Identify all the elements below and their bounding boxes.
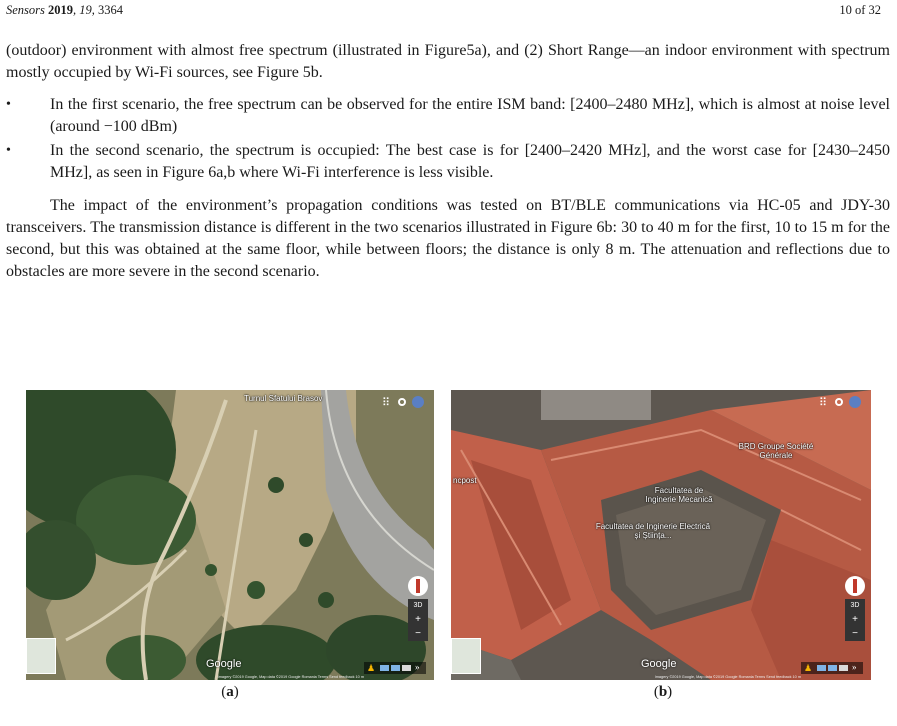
apps-grid-icon[interactable]: ⠿ bbox=[819, 397, 828, 409]
location-icon[interactable] bbox=[835, 398, 843, 406]
expand-icon[interactable]: » bbox=[415, 662, 420, 672]
journal-citation: Sensors 2019, 19, 3364 bbox=[6, 3, 124, 17]
map-attribution: Imagery ©2019 Google, Map data ©2019 Google Romania Terms Send feedback 10 m bbox=[654, 675, 801, 679]
google-logo: Google bbox=[641, 658, 677, 670]
map-place-label: Turnul Sfatului Brasov bbox=[244, 394, 323, 403]
map-thumbnail[interactable] bbox=[26, 638, 56, 674]
figure-caption-b: (b) bbox=[653, 684, 673, 700]
map-top-controls bbox=[819, 396, 863, 410]
figure-panel-b-satellite-image bbox=[451, 390, 871, 680]
map-zoom-controls bbox=[408, 576, 428, 656]
google-logo: Google bbox=[206, 658, 242, 670]
page-number: 10 of 32 bbox=[839, 3, 881, 17]
layer-bar[interactable] bbox=[364, 662, 426, 674]
tilt-3d-button[interactable]: 3D bbox=[408, 599, 428, 613]
pegman-mini-icon[interactable]: ♟ bbox=[367, 663, 376, 673]
map-attribution: Imagery ©2019 Google, Map data ©2019 Google Romania Terms Send feedback 10 m bbox=[217, 675, 364, 679]
layer-bar[interactable] bbox=[801, 662, 863, 674]
pegman-mini-icon[interactable]: ♟ bbox=[804, 663, 813, 673]
bullet-icon: • bbox=[6, 143, 11, 158]
zoom-in-button[interactable]: + bbox=[408, 613, 428, 627]
compass-icon[interactable] bbox=[408, 576, 428, 596]
zoom-in-button[interactable]: + bbox=[845, 613, 865, 627]
location-icon[interactable] bbox=[398, 398, 406, 406]
paragraph-1: (outdoor) environment with almost free spectrum (illustrated in Figure5a), and (2) Short Range—an indoor environment with spectrum mostly occupied by Wi-Fi sources, see Figure 5b. bbox=[6, 42, 890, 81]
map-place-label: Facultatea de Inginerie Mecanică bbox=[645, 486, 713, 504]
paragraph-2: The impact of the environment’s propagation conditions was tested on BT/BLE communications via HC-05 and JDY-30 transceivers. The transmission distance is different in the two scenarios illustrated in Figure 6b: 30 to 40 m for the first, 10 to 15 m for the second, but this was obtained at the same floor, while between floors; the distance is only 8 m. The attenuation and reflections due to obstacles are more severe in the second scenario. bbox=[6, 197, 890, 280]
map-place-label: BRD Groupe Société Générale bbox=[738, 442, 814, 460]
bullet-text: In the second scenario, the spectrum is occupied: The best case is for [2400–2420 MHz], and the worst case for [2430–2450 MHz], as seen in Figure 6a,b where Wi-Fi interference is less visible. bbox=[50, 142, 890, 181]
map-zoom-controls bbox=[845, 576, 865, 656]
apps-grid-icon[interactable]: ⠿ bbox=[382, 397, 391, 409]
pegman-icon[interactable] bbox=[412, 396, 424, 408]
figure-panel-a-satellite-image bbox=[26, 390, 434, 680]
pegman-icon[interactable] bbox=[849, 396, 861, 408]
compass-icon[interactable] bbox=[845, 576, 865, 596]
map-place-label: ncpost bbox=[453, 476, 477, 485]
zoom-out-button[interactable]: − bbox=[408, 627, 428, 641]
map-thumbnail[interactable] bbox=[451, 638, 481, 674]
map-place-label: Facultatea de Inginerie Electrică și Știința... bbox=[595, 522, 711, 540]
page-header bbox=[6, 3, 881, 21]
tilt-3d-button[interactable]: 3D bbox=[845, 599, 865, 613]
zoom-out-button[interactable]: − bbox=[845, 627, 865, 641]
bullet-icon: • bbox=[6, 97, 11, 112]
map-top-controls bbox=[382, 396, 426, 410]
figure-caption-a: (a) bbox=[221, 684, 239, 700]
bullet-text: In the first scenario, the free spectrum can be observed for the entire ISM band: [2400–2480 MHz], which is almost at noise level (around −100 dBm) bbox=[50, 96, 890, 135]
expand-icon[interactable]: » bbox=[852, 662, 857, 672]
